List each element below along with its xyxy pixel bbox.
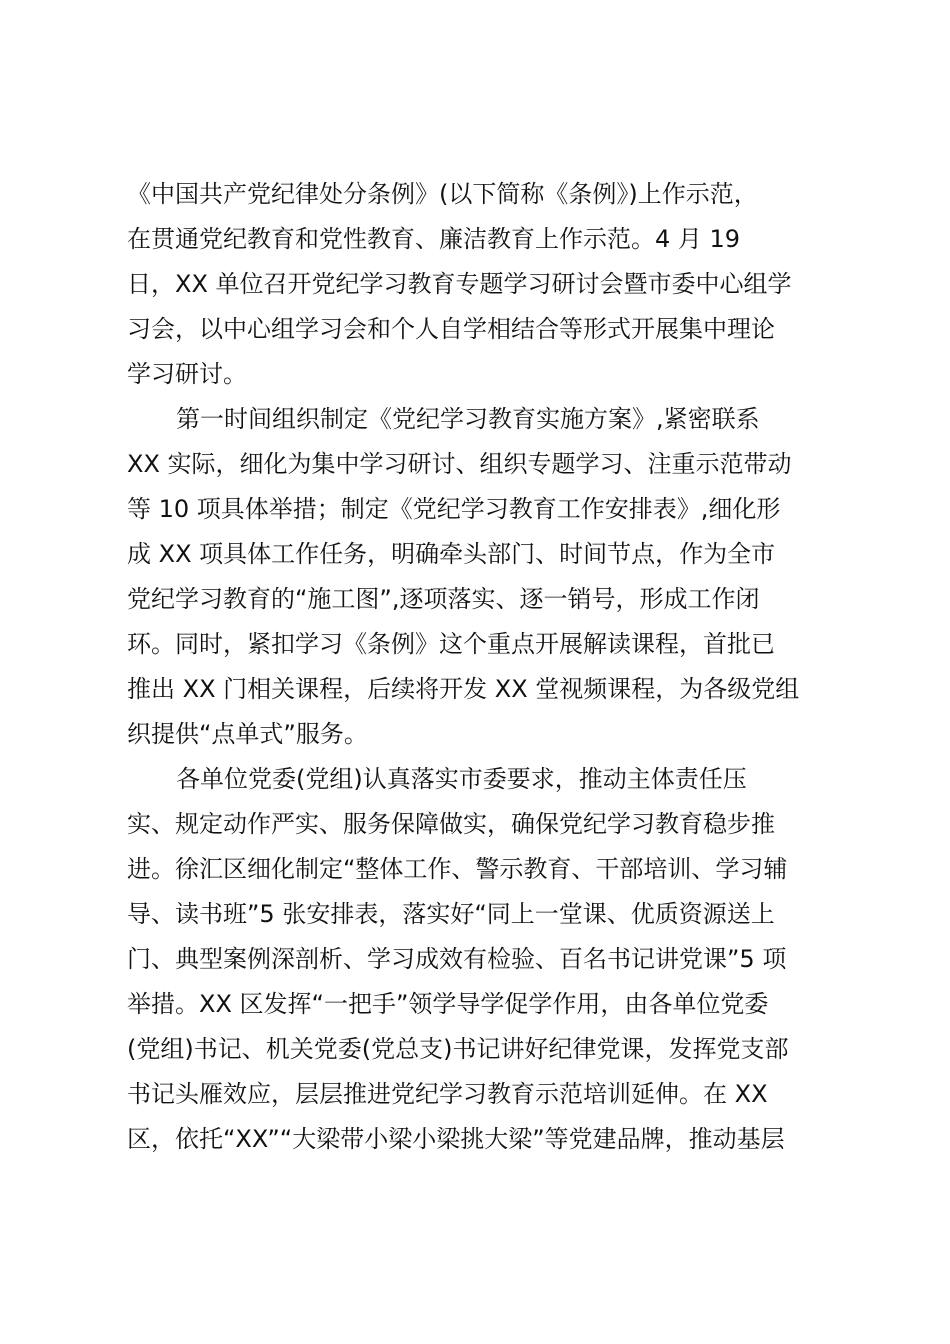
paragraph-1-line-4: 习会，以中心组学习会和个人自学相结合等形式开展集中理论 [127,315,775,343]
paragraph-3-line-3: 进。徐汇区细化制定“整体工作、警示教育、干部培训、学习辅 [127,855,788,883]
paragraph-2-line-1: 第一时间组织制定《党纪学习教育实施方案》,紧密联系 [176,405,760,433]
paragraph-3-line-6: 举措。XX 区发挥“一把手”领学导学促学作用，由各单位党委 [127,990,769,1018]
paragraph-1-line-1: 《中国共产党纪律处分条例》(以下简称《条例》)上作示范， [127,180,758,208]
paragraph-3-line-7: (党组)书记、机关党委(党总支)书记讲好纪律党课，发挥党支部 [127,1035,789,1063]
paragraph-1-line-2: 在贯通党纪教育和党性教育、廉洁教育上作示范。4 月 19 [127,225,741,253]
paragraph-2-line-3: 等 10 项具体举措；制定《党纪学习教育工作安排表》,细化形 [127,495,781,523]
paragraph-3-line-9: 区，依托“XX”“大梁带小梁小梁挑大梁”等党建品牌，推动基层 [127,1125,785,1153]
paragraph-3-line-2: 实、规定动作严实、服务保障做实，确保党纪学习教育稳步推 [127,810,775,838]
paragraph-1-line-3: 日，XX 单位召开党纪学习教育专题学习研讨会暨市委中心组学 [127,270,792,298]
paragraph-3-line-1: 各单位党委(党组)认真落实市委要求，推动主体责任压 [176,765,747,793]
paragraph-3-line-8: 书记头雁效应，层层推进党纪学习教育示范培训延伸。在 XX [127,1080,768,1108]
paragraph-2-line-2: XX 实际，细化为集中学习研讨、组织专题学习、注重示范带动 [127,450,792,478]
paragraph-1-line-5: 学习研讨。 [127,360,247,388]
paragraph-2-line-4: 成 XX 项具体工作任务，明确牵头部门、时间节点，作为全市 [127,540,776,568]
paragraph-3-line-4: 导、读书班”5 张安排表，落实好“同上一堂课、优质资源送上 [127,900,775,928]
paragraph-2-line-8: 织提供“点单式”服务。 [127,720,368,748]
paragraph-3-line-5: 门、典型案例深剖析、学习成效有检验、百名书记讲党课”5 项 [127,945,787,973]
paragraph-2-line-7: 推出 XX 门相关课程，后续将开发 XX 堂视频课程，为各级党组 [127,675,800,703]
paragraph-2-line-5: 党纪学习教育的“施工图”,逐项落实、逐一销号，形成工作闭 [127,585,760,613]
paragraph-2-line-6: 环。同时，紧扣学习《条例》这个重点开展解读课程，首批已 [127,630,775,658]
